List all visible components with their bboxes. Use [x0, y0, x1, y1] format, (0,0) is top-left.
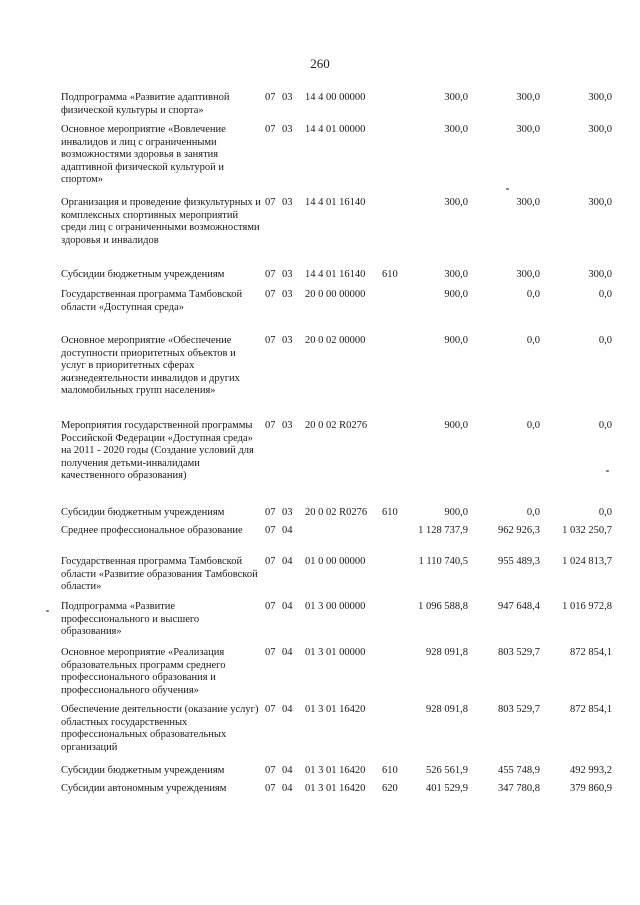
- section-code: 07: [265, 783, 276, 794]
- row-name: Государственная программа Тамбовской области «Развитие образования Тамбовской области»: [61, 556, 258, 593]
- amount-year-3: 0,0: [598, 420, 612, 431]
- amount-year-1: 900,0: [444, 507, 468, 518]
- amount-year-2: 300,0: [516, 269, 540, 280]
- amount-year-1: 1 128 737,9: [418, 525, 468, 536]
- amount-year-2: 0,0: [526, 289, 540, 300]
- row-name: Субсидии автономным учреждениям: [61, 783, 227, 794]
- amount-year-1: 1 110 740,5: [418, 556, 468, 567]
- amount-year-1: 526 561,9: [426, 765, 468, 776]
- section-code: 07: [265, 420, 276, 431]
- amount-year-2: 955 489,3: [498, 556, 540, 567]
- amount-year-1: 1 096 588,8: [418, 601, 468, 612]
- row-name: Подпрограмма «Развитие профессионального и высшего образования»: [61, 601, 200, 638]
- section-code: 07: [265, 124, 276, 135]
- amount-year-1: 300,0: [444, 197, 468, 208]
- amount-year-3: 0,0: [598, 507, 612, 518]
- amount-year-2: 0,0: [526, 335, 540, 346]
- target-code: 20 0 02 00000: [305, 335, 366, 346]
- row-name: Мероприятия государственной программы Российской Федерации «Доступная среда» на 2011 - 2020 годы (Создание условий для получения детьми-инвалидами качественного образования): [61, 420, 254, 482]
- amount-year-3: 300,0: [588, 124, 612, 135]
- row-name: Обеспечение деятельности (оказание услуг) областных государственных профессиональных образовательных организаций: [61, 704, 259, 753]
- amount-year-3: 379 860,9: [570, 783, 612, 794]
- subsection-code: 04: [282, 765, 293, 776]
- target-code: 20 0 00 00000: [305, 289, 366, 300]
- section-code: 07: [265, 289, 276, 300]
- subsection-code: 03: [282, 197, 293, 208]
- section-code: 07: [265, 704, 276, 715]
- row-name: Основное мероприятие «Вовлечение инвалидов и лиц с ограниченными возможностями здоровья в занятия адаптивной физической культурой и спортом»: [61, 124, 226, 186]
- subsection-code: 04: [282, 704, 293, 715]
- section-code: 07: [265, 507, 276, 518]
- subsection-code: 03: [282, 92, 293, 103]
- row-name: Среднее профессиональное образование: [61, 525, 243, 536]
- section-code: 07: [265, 601, 276, 612]
- amount-year-2: 803 529,7: [498, 704, 540, 715]
- row-name: Основное мероприятие «Обеспечение доступности приоритетных объектов и услуг в приоритетных сферах жизнедеятельности инвалидов и других маломобильных групп населения»: [61, 335, 240, 397]
- subsection-code: 04: [282, 525, 293, 536]
- section-code: 07: [265, 647, 276, 658]
- target-code: 01 3 01 16420: [305, 704, 366, 715]
- subsection-code: 03: [282, 335, 293, 346]
- amount-year-1: 900,0: [444, 420, 468, 431]
- section-code: 07: [265, 765, 276, 776]
- subsection-code: 04: [282, 783, 293, 794]
- section-code: 07: [265, 269, 276, 280]
- target-code: 14 4 01 16140: [305, 269, 366, 280]
- target-code: 01 3 01 16420: [305, 783, 366, 794]
- amount-year-3: 0,0: [598, 289, 612, 300]
- scan-speck: [506, 188, 509, 190]
- expense-code: 620: [382, 783, 398, 794]
- subsection-code: 03: [282, 507, 293, 518]
- subsection-code: 04: [282, 556, 293, 567]
- section-code: 07: [265, 92, 276, 103]
- subsection-code: 04: [282, 647, 293, 658]
- expense-code: 610: [382, 269, 398, 280]
- section-code: 07: [265, 197, 276, 208]
- subsection-code: 03: [282, 269, 293, 280]
- row-name: Субсидии бюджетным учреждениям: [61, 269, 225, 280]
- row-name: Государственная программа Тамбовской области «Доступная среда»: [61, 289, 243, 313]
- scan-speck: [606, 470, 609, 472]
- amount-year-1: 300,0: [444, 124, 468, 135]
- amount-year-1: 300,0: [444, 92, 468, 103]
- section-code: 07: [265, 525, 276, 536]
- subsection-code: 03: [282, 124, 293, 135]
- target-code: 01 3 00 00000: [305, 601, 366, 612]
- amount-year-2: 803 529,7: [498, 647, 540, 658]
- amount-year-3: 492 993,2: [570, 765, 612, 776]
- target-code: 01 3 01 00000: [305, 647, 366, 658]
- row-name: Организация и проведение физкультурных и комплексных спортивных мероприятий среди лиц с ограниченными возможностями здоровья и инвалидов: [61, 197, 261, 246]
- section-code: 07: [265, 335, 276, 346]
- amount-year-2: 455 748,9: [498, 765, 540, 776]
- row-name: Субсидии бюджетным учреждениям: [61, 507, 225, 518]
- section-code: 07: [265, 556, 276, 567]
- subsection-code: 03: [282, 289, 293, 300]
- target-code: 01 0 00 00000: [305, 556, 366, 567]
- amount-year-2: 300,0: [516, 124, 540, 135]
- subsection-code: 04: [282, 601, 293, 612]
- page-number: 260: [310, 56, 330, 71]
- amount-year-1: 401 529,9: [426, 783, 468, 794]
- amount-year-3: 1 016 972,8: [562, 601, 612, 612]
- amount-year-2: 947 648,4: [498, 601, 540, 612]
- subsection-code: 03: [282, 420, 293, 431]
- amount-year-1: 900,0: [444, 289, 468, 300]
- amount-year-1: 928 091,8: [426, 704, 468, 715]
- amount-year-2: 300,0: [516, 197, 540, 208]
- target-code: 01 3 01 16420: [305, 765, 366, 776]
- amount-year-2: 300,0: [516, 92, 540, 103]
- target-code: 14 4 01 00000: [305, 124, 366, 135]
- scan-speck: [46, 610, 49, 612]
- row-name: Субсидии бюджетным учреждениям: [61, 765, 225, 776]
- amount-year-3: 300,0: [588, 197, 612, 208]
- amount-year-1: 900,0: [444, 335, 468, 346]
- amount-year-3: 300,0: [588, 269, 612, 280]
- amount-year-1: 928 091,8: [426, 647, 468, 658]
- target-code: 14 4 00 00000: [305, 92, 366, 103]
- target-code: 14 4 01 16140: [305, 197, 366, 208]
- amount-year-1: 300,0: [444, 269, 468, 280]
- row-name: Основное мероприятие «Реализация образовательных программ среднего профессионального образования и профессионального обучения»: [61, 647, 226, 696]
- amount-year-2: 0,0: [526, 507, 540, 518]
- amount-year-3: 300,0: [588, 92, 612, 103]
- target-code: 20 0 02 R0276: [305, 507, 368, 518]
- amount-year-3: 0,0: [598, 335, 612, 346]
- amount-year-2: 962 926,3: [498, 525, 540, 536]
- expense-code: 610: [382, 765, 398, 776]
- expense-code: 610: [382, 507, 398, 518]
- row-name: Подпрограмма «Развитие адаптивной физической культуры и спорта»: [61, 92, 230, 116]
- amount-year-2: 0,0: [526, 420, 540, 431]
- amount-year-3: 872 854,1: [570, 704, 612, 715]
- target-code: 20 0 02 R0276: [305, 420, 368, 431]
- amount-year-2: 347 780,8: [498, 783, 540, 794]
- amount-year-3: 1 024 813,7: [562, 556, 612, 567]
- amount-year-3: 872 854,1: [570, 647, 612, 658]
- amount-year-3: 1 032 250,7: [562, 525, 612, 536]
